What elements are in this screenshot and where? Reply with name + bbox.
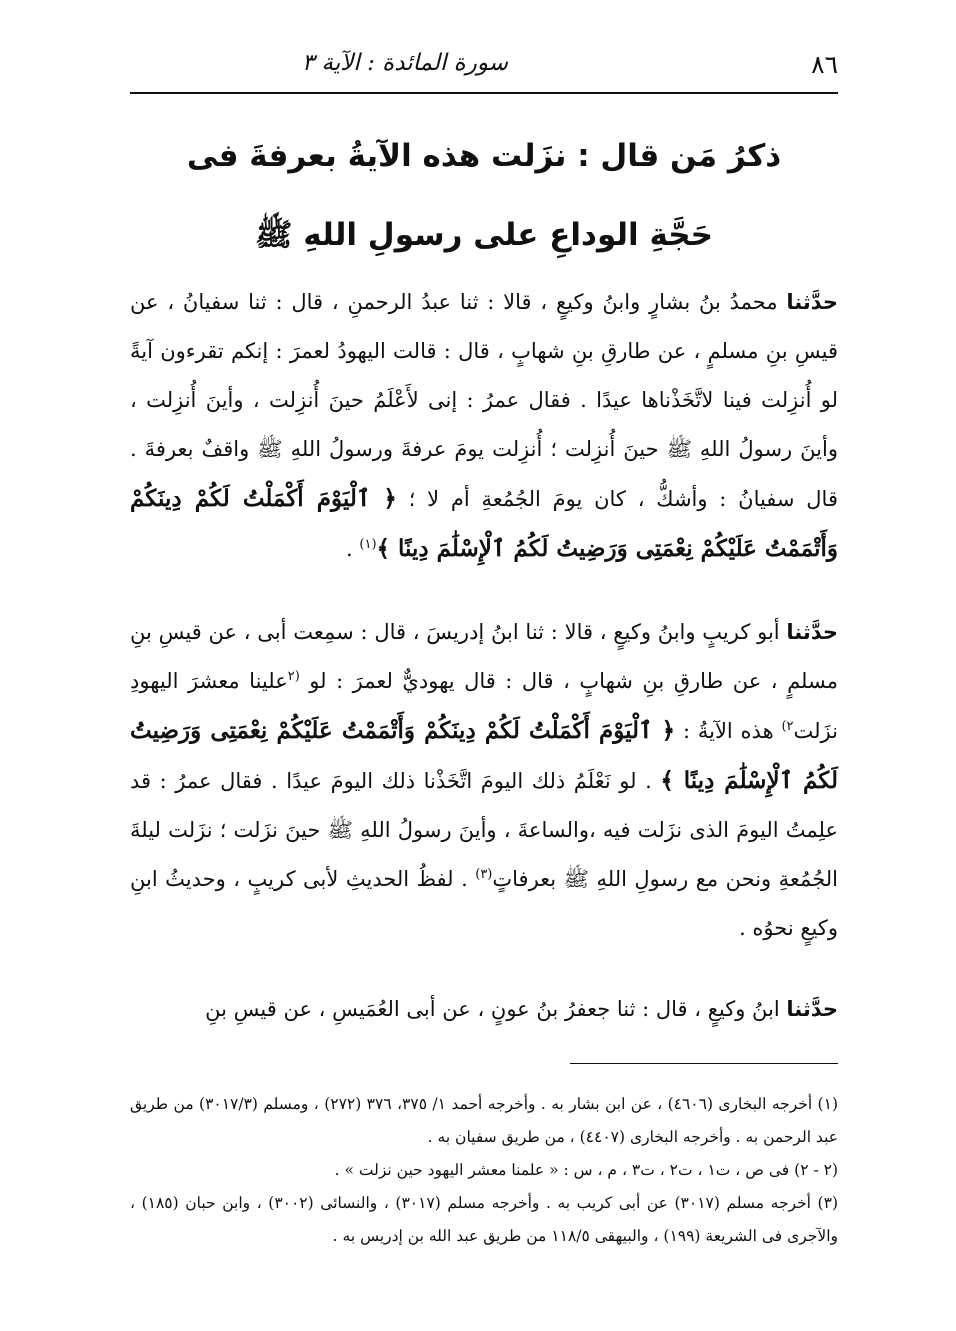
hadith-paragraph-3: [130, 985, 838, 1034]
paragraph-text: .: [346, 537, 360, 561]
footnote-2: (٢ - ٢) فى ص ، ت١ ، ت٢ ، ت٣ ، م ، س : « علمنا معشر اليهود حين نزلت » .: [334, 1161, 838, 1179]
page-header: [130, 48, 838, 94]
footnote-separator: [570, 1063, 838, 1064]
footnotes: [130, 1088, 838, 1253]
narration-lead: حدَّثنا: [786, 290, 838, 314]
paragraph-text: . لفظُ الحديثِ لأبى كريبٍ ، وحديثُ ابنِ وكيعٍ نحوُه .: [130, 867, 838, 940]
footnote-marker: (١): [359, 537, 377, 552]
quran-verse: ﴿ ٱلْيَوْمَ أَكْمَلْتُ لَكُمْ دِينَكُمْ وَأَتْمَمْتُ عَلَيْكُمْ نِعْمَتِى وَرَضِيتُ لَكُمُ ٱلْإِسْلَٰمَ دِينًا ﴾: [130, 485, 838, 562]
footnote-marker: ٢): [781, 719, 794, 734]
paragraph-text: علينا معشرَ اليهودِ نزَلت: [130, 669, 838, 743]
section-title-line-1: ذكرُ مَن قال : نزَلت هذه الآيةُ بعرفةَ فى: [186, 138, 782, 174]
footnote-marker: (٣): [475, 867, 493, 882]
hadith-paragraph-1: [130, 278, 838, 574]
paragraph-text: هذه الآيةُ :: [675, 719, 782, 743]
quran-verse: ﴿ ٱلْيَوْمَ أَكْمَلْتُ لَكُمْ دِينَكُمْ وَأَتْمَمْتُ عَلَيْكُمْ نِعْمَتِى وَرَضِيتُ لَكُمُ ٱلْإِسْلَٰمَ دِينًا ﴾: [130, 717, 838, 794]
footnote-1: (١) أخرجه البخارى (٤٦٠٦) ، عن ابن بشار به . وأخرجه أحمد ١/ ٣٧٥، ٣٧٦ (٢٧٢) ، ومسلم (٣٠١٧/٣) من طريق عبد الرحمن به . وأخرجه البخارى (٤٤٠٧) ، من طريق سفيان به .: [130, 1095, 838, 1146]
paragraph-text: أبو كريبٍ وابنُ وكيعٍ ، قالا : ثنا ابنُ إدريسَ ، قال : سمِعت أبى ، عن قيسِ بنِ مسلمٍ ، عن طارقِ بنِ شهابٍ ، قال : قال يهوديٌّ لعمرَ : لو: [130, 620, 838, 693]
footnote-3: (٣) أخرجه مسلم (٣٠١٧) عن أبى كريب به . وأخرجه مسلم (٣٠١٧) ، والنسائى (٣٠٠٢) ، وابن حبان (١٨٥) ، والآجرى فى الشريعة (١٩٩) ، والبيهقى ١١٨/٥ من طريق عبد الله بن إدريس به .: [130, 1194, 839, 1245]
footnote-marker: (٢: [287, 669, 300, 684]
section-title-line-2: حَجَّةِ الوداعِ على رسولِ اللهِ ﷺ: [255, 217, 713, 253]
running-title: سورة المائدة : الآية ٣: [301, 50, 508, 76]
hadith-paragraph-2: [130, 608, 838, 953]
paragraph-text: ابنُ وكيعٍ ، قال : ثنا جعفرُ بنُ عونٍ ، عن أبى العُمَيسِ ، عن قيسِ بنِ: [205, 997, 787, 1021]
paragraph-text: . لو نَعْلَمُ ذلك اليومَ اتَّخَذْنا ذلك اليومَ عيدًا . فقال عمرُ : قد علِمتُ اليومَ الذى نزَلت فيه ،والساعةَ ، وأينَ رسولُ اللهِ ﷺ حينَ نزَلت ؛ نزَلت ليلةَ الجُمُعةِ ونحن مع رسولِ اللهِ ﷺ بعرفاتٍ: [130, 769, 838, 891]
page-number: ٨٦: [811, 50, 838, 79]
paragraph-text: محمدُ بنُ بشارٍ وابنُ وكيعٍ ، قالا : ثنا عبدُ الرحمنِ ، قال : ثنا سفيانُ ، عن قيسِ بنِ مسلمٍ ، عن طارقِ بنِ شهابٍ ، قال : قالت اليهودُ لعمرَ : إنكم تقرءون آيةً لو أُنزِلت فينا لاتَّخَذْناها عيدًا . فقال عمرُ : إنى لأَعْلَمُ حينَ أُنزِلت ، وأينَ أُنزِلت ، وأينَ رسولُ اللهِ ﷺ حينَ أُنزِلت ؛ أُنزِلت يومَ عرفةَ ورسولُ اللهِ ﷺ واقفٌ بعرفةَ . قال سفيانُ : وأشكُّ ، كان يومَ الجُمُعةِ أم لا ؛: [130, 290, 838, 511]
narration-lead: حدَّثنا: [786, 620, 838, 644]
narration-lead: حدَّثنا: [786, 997, 838, 1021]
